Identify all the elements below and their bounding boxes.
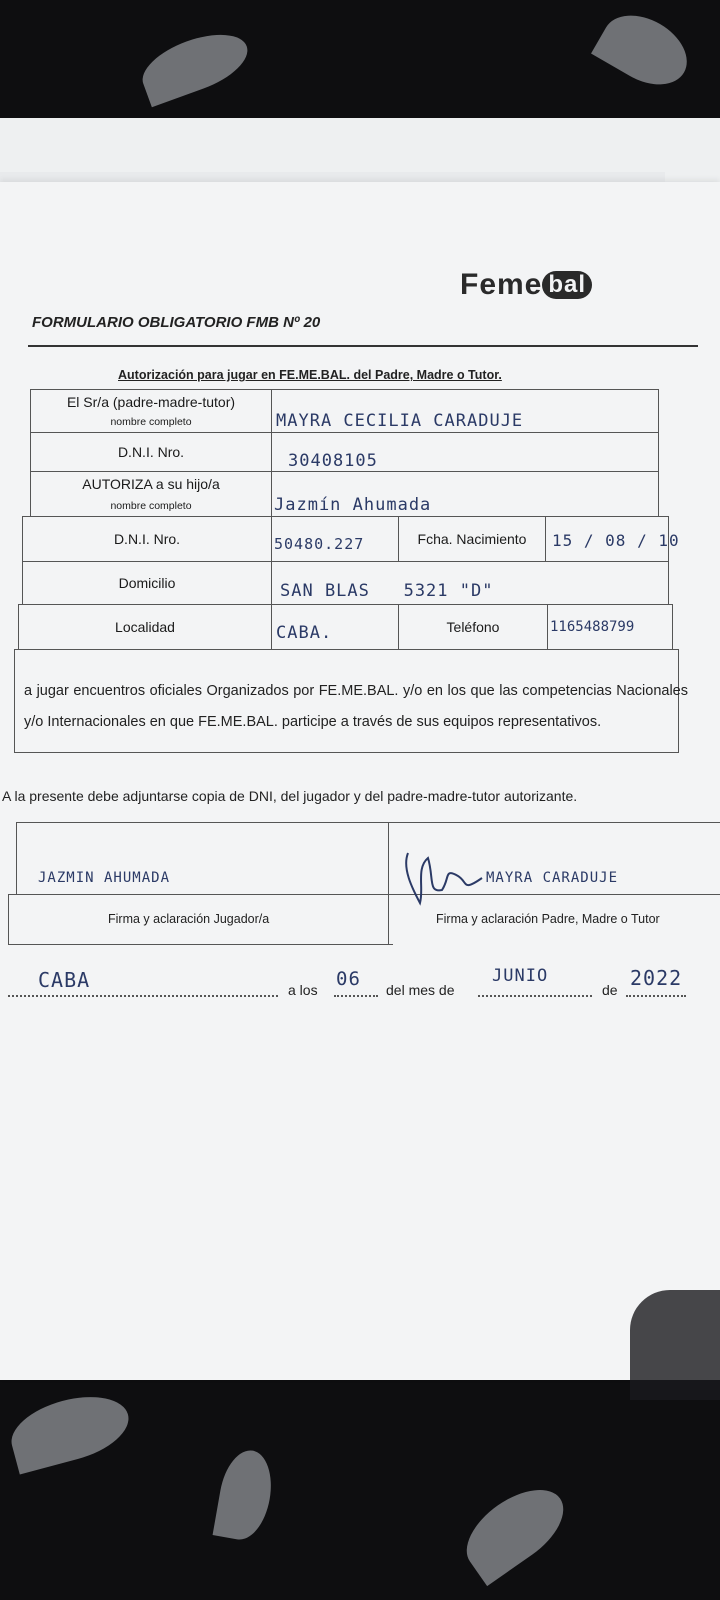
child-dni-label-cell: [22, 516, 272, 562]
player-signature: JAZMIN AHUMADA: [38, 870, 171, 886]
domicilio-label-cell: [22, 561, 272, 605]
signature-top-line: [16, 822, 720, 823]
domicilio-label: Domicilio: [118, 575, 176, 591]
child-sublabel: nombre completo: [110, 500, 192, 512]
year-value: 2022: [630, 966, 683, 990]
tutor-dni-value: 30408105: [288, 451, 378, 471]
leaf-decoration: [4, 1385, 135, 1474]
month-dots: [478, 985, 592, 997]
birth-value: 15 / 08 / 10: [552, 531, 680, 550]
signature-divider: [388, 822, 389, 944]
femebal-logo: [460, 268, 592, 302]
parent-signature-label: Firma y aclaración Padre, Madre o Tutor: [436, 912, 660, 926]
leaf-decoration: [453, 1474, 578, 1586]
tutor-sublabel: nombre completo: [110, 416, 192, 428]
signature-left-line-lower: [8, 894, 9, 944]
leaf-decoration: [213, 1446, 278, 1543]
child-label: AUTORIZA a su hijo/a: [82, 476, 220, 492]
a-los-label: a los: [288, 982, 318, 998]
authorization-text: a jugar encuentros oficiales Organizados por FE.ME.BAL. y/o en los que las competencias Nacionales y/o Internacionales en que FE.ME.BAL. participe a través de sus equipos representativos.: [24, 683, 688, 730]
form-sheet: [0, 182, 720, 1380]
child-dni-value: 50480.227: [274, 535, 365, 553]
form-subtitle: Autorización para jugar en FE.ME.BAL. del Padre, Madre o Tutor.: [118, 368, 502, 382]
logo-pill: bal: [542, 271, 592, 299]
tutor-dni-label-cell: [30, 432, 272, 472]
signature-mid-line: [8, 894, 720, 895]
child-name-value: Jazmín Ahumada: [274, 495, 432, 515]
place-value: CABA: [38, 968, 91, 992]
parent-signature: MAYRA CARADUJE: [486, 870, 619, 886]
form-title: FORMULARIO OBLIGATORIO FMB Nº 20: [32, 314, 321, 331]
hand-shadow: [630, 1290, 720, 1400]
telefono-label: Teléfono: [446, 619, 500, 635]
tutor-dni-label: D.N.I. Nro.: [117, 444, 185, 460]
tutor-name-value: MAYRA CECILIA CARADUJE: [276, 411, 524, 431]
signature-left-line: [16, 822, 17, 894]
leaf-decoration: [591, 2, 699, 99]
tutor-label: El Sr/a (padre-madre-tutor): [66, 394, 236, 410]
signature-bottom-line: [8, 944, 393, 945]
domicilio-value: SAN BLAS 5321 "D": [280, 581, 494, 601]
parent-signature-scribble: [398, 848, 488, 908]
localidad-label: Localidad: [115, 619, 175, 635]
telefono-label-cell: [398, 604, 548, 650]
leaf-decoration: [135, 23, 255, 108]
de-label: de: [602, 982, 618, 998]
localidad-label-cell: [18, 604, 272, 650]
birth-label: Fcha. Nacimiento: [417, 531, 527, 547]
title-divider: [28, 345, 698, 347]
localidad-value: CABA.: [276, 623, 333, 643]
logo-text: Feme: [460, 268, 543, 301]
telefono-value: 1165488799: [550, 619, 635, 635]
del-mes-de-label: del mes de: [386, 982, 455, 998]
month-value: JUNIO: [492, 966, 549, 986]
child-dni-label: D.N.I. Nro.: [113, 531, 181, 547]
child-label-cell: [30, 471, 272, 517]
player-signature-label: Firma y aclaración Jugador/a: [108, 912, 270, 926]
birth-label-cell: [398, 516, 546, 562]
attachment-note: A la presente debe adjuntarse copia de DNI, del jugador y del padre-madre-tutor autorizante.: [2, 788, 578, 804]
day-value: 06: [336, 968, 361, 990]
tutor-label-cell: [30, 389, 272, 433]
